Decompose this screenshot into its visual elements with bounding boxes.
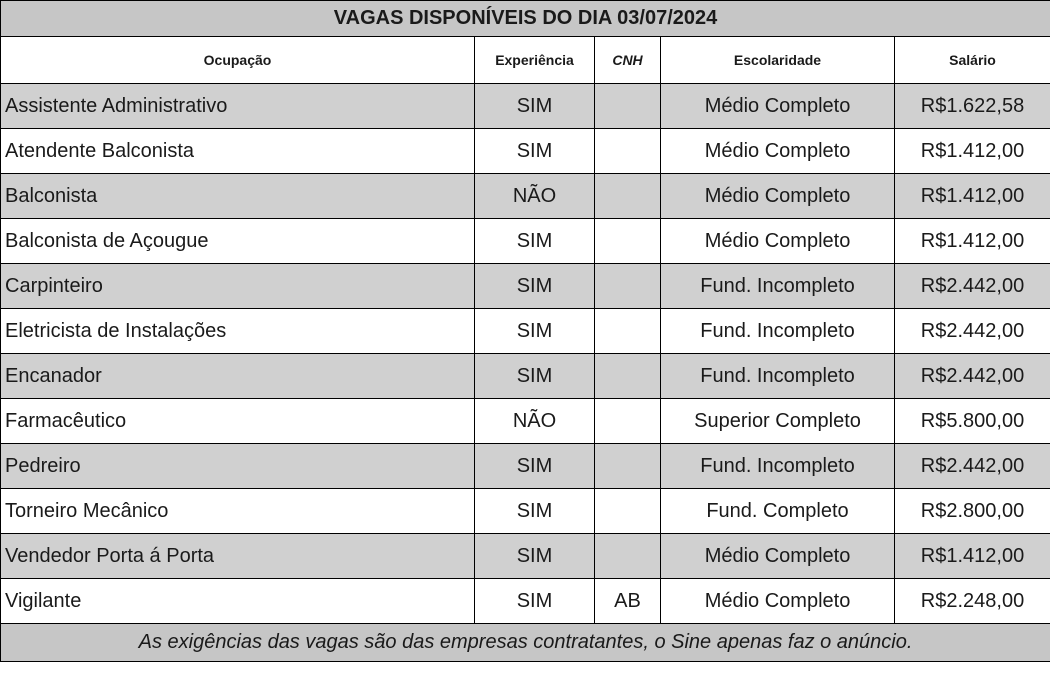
salary-cell: R$1.412,00 [895, 129, 1050, 174]
cnh-cell: AB [595, 579, 661, 624]
education-cell: Médio Completo [661, 579, 895, 624]
table-row [1, 399, 1050, 444]
table-row [1, 129, 1050, 174]
salary-cell: R$1.412,00 [895, 219, 1050, 264]
cnh-cell [595, 129, 661, 174]
header-row [1, 37, 1050, 84]
salary-cell: R$2.442,00 [895, 309, 1050, 354]
experience-cell: NÃO [475, 174, 595, 219]
table-row [1, 579, 1050, 624]
occupation-cell: Balconista de Açougue [1, 219, 475, 264]
table-row [1, 84, 1050, 129]
occupation-cell: Vendedor Porta á Porta [1, 534, 475, 579]
title-row [1, 1, 1050, 37]
occupation-cell: Farmacêutico [1, 399, 475, 444]
salary-cell: R$2.442,00 [895, 264, 1050, 309]
cnh-cell [595, 534, 661, 579]
cnh-cell [595, 444, 661, 489]
experience-cell: SIM [475, 129, 595, 174]
experience-cell: SIM [475, 534, 595, 579]
occupation-cell: Atendente Balconista [1, 129, 475, 174]
experience-cell: SIM [475, 489, 595, 534]
table-row [1, 354, 1050, 399]
education-cell: Fund. Incompleto [661, 444, 895, 489]
experience-cell: SIM [475, 354, 595, 399]
occupation-cell: Assistente Administrativo [1, 84, 475, 129]
footer-note: As exigências das vagas são das empresas contratantes, o Sine apenas faz o anúncio. [1, 624, 1050, 662]
column-header-cnh: CNH [595, 37, 661, 84]
salary-cell: R$1.412,00 [895, 534, 1050, 579]
cnh-cell [595, 489, 661, 534]
salary-cell: R$2.442,00 [895, 444, 1050, 489]
education-cell: Médio Completo [661, 534, 895, 579]
salary-cell: R$2.442,00 [895, 354, 1050, 399]
table-row [1, 489, 1050, 534]
cnh-cell [595, 174, 661, 219]
education-cell: Médio Completo [661, 129, 895, 174]
experience-cell: SIM [475, 444, 595, 489]
education-cell: Médio Completo [661, 174, 895, 219]
cnh-cell [595, 84, 661, 129]
salary-cell: R$2.248,00 [895, 579, 1050, 624]
table-row [1, 444, 1050, 489]
experience-cell: SIM [475, 309, 595, 354]
education-cell: Fund. Incompleto [661, 264, 895, 309]
column-header-occupation: Ocupação [1, 37, 475, 84]
occupation-cell: Balconista [1, 174, 475, 219]
table-row [1, 309, 1050, 354]
occupation-cell: Carpinteiro [1, 264, 475, 309]
salary-cell: R$1.412,00 [895, 174, 1050, 219]
cnh-cell [595, 219, 661, 264]
education-cell: Superior Completo [661, 399, 895, 444]
experience-cell: SIM [475, 579, 595, 624]
column-header-education: Escolaridade [661, 37, 895, 84]
cnh-cell [595, 309, 661, 354]
occupation-cell: Vigilante [1, 579, 475, 624]
cnh-cell [595, 354, 661, 399]
occupation-cell: Torneiro Mecânico [1, 489, 475, 534]
occupation-cell: Encanador [1, 354, 475, 399]
cnh-cell [595, 399, 661, 444]
page-title: VAGAS DISPONÍVEIS DO DIA 03/07/2024 [1, 1, 1050, 37]
cnh-cell [595, 264, 661, 309]
column-header-salary: Salário [895, 37, 1050, 84]
education-cell: Fund. Completo [661, 489, 895, 534]
table-row [1, 174, 1050, 219]
column-header-experience: Experiência [475, 37, 595, 84]
table-row [1, 534, 1050, 579]
salary-cell: R$5.800,00 [895, 399, 1050, 444]
occupation-cell: Pedreiro [1, 444, 475, 489]
occupation-cell: Eletricista de Instalações [1, 309, 475, 354]
education-cell: Médio Completo [661, 219, 895, 264]
education-cell: Médio Completo [661, 84, 895, 129]
experience-cell: SIM [475, 84, 595, 129]
education-cell: Fund. Incompleto [661, 309, 895, 354]
salary-cell: R$2.800,00 [895, 489, 1050, 534]
education-cell: Fund. Incompleto [661, 354, 895, 399]
experience-cell: SIM [475, 264, 595, 309]
table-row [1, 264, 1050, 309]
experience-cell: NÃO [475, 399, 595, 444]
experience-cell: SIM [475, 219, 595, 264]
table-row [1, 219, 1050, 264]
salary-cell: R$1.622,58 [895, 84, 1050, 129]
footer-row [1, 624, 1050, 662]
